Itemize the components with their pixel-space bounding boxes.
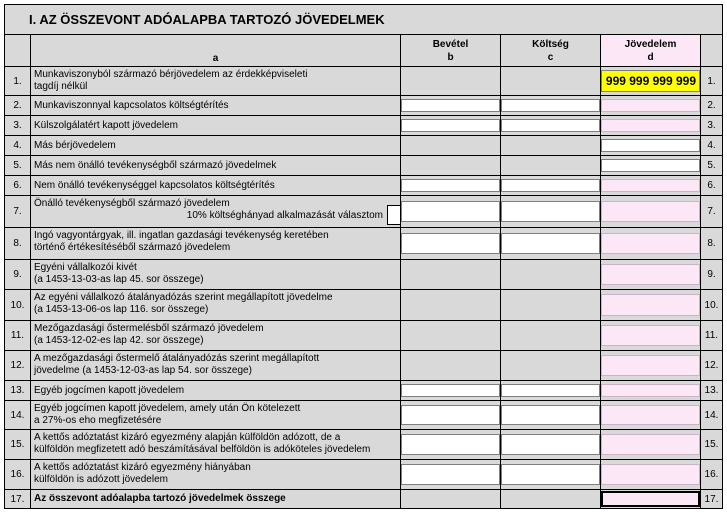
- row-number: 10.: [5, 290, 31, 320]
- row-c-cell: [501, 228, 601, 259]
- row-b-cell: [401, 290, 501, 320]
- row-number-right: 9.: [707, 269, 716, 280]
- table-row: [5, 401, 722, 430]
- row-label-line1: Egyéni vállalkozói kivét: [34, 262, 137, 273]
- income-d-input[interactable]: [601, 139, 700, 152]
- row-number: 6.: [5, 176, 31, 195]
- row-label: Munkaviszonnyal kapcsolatos költségtérítés: [31, 96, 401, 115]
- header-c: [501, 35, 601, 66]
- row-label-line2: külföldön is adózott jövedelem: [34, 474, 168, 485]
- row-label: [31, 460, 401, 489]
- income-d-input[interactable]: [601, 294, 700, 316]
- row-number-right: 17.: [704, 493, 719, 505]
- row-label: [31, 401, 401, 429]
- header-d: [601, 35, 701, 66]
- header-b: [401, 35, 501, 66]
- row-d-cell: [601, 381, 701, 400]
- row-c-cell: [501, 196, 601, 227]
- row-label-line1: Munkaviszonyból származó bérjövedelem az érdekképviseleti: [34, 69, 308, 80]
- revenue-b-input[interactable]: [401, 434, 500, 455]
- row-c-cell: [501, 176, 601, 195]
- row-number-right: 15.: [704, 439, 719, 450]
- row-d-cell: [601, 430, 701, 459]
- table-row: [5, 67, 722, 96]
- header-a: [31, 35, 401, 66]
- table-row: [5, 351, 722, 381]
- row-number-right: 10.: [704, 299, 719, 311]
- column-header-row: [5, 35, 722, 67]
- cost-c-input[interactable]: [501, 99, 600, 112]
- header-d-letter: d: [647, 51, 654, 63]
- row-number-right: 2.: [707, 100, 716, 111]
- row-label: [31, 290, 401, 320]
- row-label-line1: Ingó vagyontárgyak, ill. ingatlan gazdasági tevékenység keretében: [34, 230, 329, 241]
- row-label-line2: jövedelme (a 1453-12-03-as lap 54. sor összege): [34, 365, 252, 376]
- row-c-cell: [501, 401, 601, 429]
- income-d-input[interactable]: [601, 201, 700, 222]
- row-d-cell: [601, 260, 701, 289]
- row-b-cell: [401, 96, 501, 115]
- row-label: Nem önálló tevékenységgel kapcsolatos költségtérítés: [31, 176, 401, 195]
- row-c-cell: [501, 290, 601, 320]
- row-b-cell: [401, 136, 501, 155]
- row-label-line1: Egyéb jogcímen kapott jövedelem, amely után Ön kötelezett: [34, 403, 301, 414]
- table-row: [5, 156, 722, 176]
- income-d-input[interactable]: [601, 325, 700, 346]
- row-c-cell: [501, 321, 601, 350]
- income-d-input[interactable]: [601, 434, 700, 455]
- row-label: Egyéb jogcímen kapott jövedelem: [31, 381, 401, 400]
- row-label-line1: Önálló tevékenységből származó jövedelem: [34, 198, 230, 209]
- revenue-b-input[interactable]: [401, 179, 500, 192]
- table-row: [5, 430, 722, 460]
- row-d-cell: [601, 176, 701, 195]
- row-c-cell: [501, 381, 601, 400]
- row-label-line2: a 27%-os eho megfizetésére: [34, 415, 162, 426]
- row-d-cell: [601, 228, 701, 259]
- section-title-bar: [5, 5, 722, 35]
- row-b-cell: [401, 228, 501, 259]
- row-label: Más bérjövedelem: [31, 136, 401, 155]
- row-label: [31, 260, 401, 289]
- income-d-input[interactable]: [601, 99, 700, 112]
- row-label-line1: A kettős adóztatást kizáró egyezmény alapján külföldön adózott, de a: [34, 432, 341, 443]
- row-d-cell: [601, 460, 701, 489]
- cost-ratio-checkbox[interactable]: [387, 205, 401, 225]
- income-d-input[interactable]: [601, 384, 700, 397]
- row-b-cell: [401, 490, 501, 508]
- row-b-cell: [401, 196, 501, 227]
- table-row: [5, 260, 722, 290]
- cost-c-input[interactable]: [501, 179, 600, 192]
- row-number: 7.: [5, 196, 31, 227]
- row-d-cell: [601, 96, 701, 115]
- row-number: 2.: [5, 96, 31, 115]
- row-number-right: 13.: [704, 385, 719, 396]
- income-d-input[interactable]: [601, 464, 700, 485]
- row-number-right: 7.: [707, 206, 716, 217]
- income-d-input[interactable]: [601, 119, 700, 132]
- row-label-line1: Mezőgazdasági őstermelésből származó jövedelem: [34, 323, 264, 334]
- row-label-line2: (a 1453-13-06-os lap 116. sor összege): [34, 304, 209, 315]
- row-number: 12.: [5, 351, 31, 380]
- row-number: 16.: [5, 460, 31, 489]
- row-label-line2: (a 1453-12-02-es lap 42. sor összege): [34, 335, 204, 346]
- table-row: [5, 290, 722, 321]
- row-number: 8.: [5, 228, 31, 259]
- row-c-cell: [501, 430, 601, 459]
- row-number: 1.: [5, 67, 31, 95]
- row-number-right: 8.: [707, 238, 716, 249]
- row-d-cell: [601, 321, 701, 350]
- row-label: [31, 351, 401, 380]
- revenue-b-input[interactable]: [401, 384, 500, 397]
- cost-c-input[interactable]: [501, 233, 600, 254]
- row-number: 5.: [5, 156, 31, 175]
- row-label-line2: tagdíj nélkül: [34, 81, 88, 92]
- row-label-line1: A kettős adóztatást kizáró egyezmény hiányában: [34, 462, 251, 473]
- row-d-cell: [601, 401, 701, 429]
- row-b-cell: [401, 116, 501, 135]
- row-b-cell: [401, 176, 501, 195]
- row-label: [31, 67, 401, 95]
- row-d-cell: [601, 351, 701, 380]
- row-number-right: 6.: [707, 180, 716, 191]
- row-number: 3.: [5, 116, 31, 135]
- row-c-cell: [501, 116, 601, 135]
- row-b-cell: [401, 321, 501, 350]
- row-d-cell: [601, 490, 701, 508]
- income-d-input[interactable]: [601, 233, 700, 254]
- cost-c-input[interactable]: [501, 119, 600, 132]
- income-d-input[interactable]: [601, 179, 700, 192]
- header-c-letter: c: [547, 51, 554, 63]
- row-b-cell: [401, 401, 501, 429]
- row-number-right: 4.: [707, 140, 716, 151]
- row-number-right: 3.: [707, 120, 716, 131]
- income-d-value: 999 999 999 999: [605, 74, 696, 88]
- table-row: [5, 136, 722, 156]
- row-number: 15.: [5, 430, 31, 459]
- row-c-cell: [501, 351, 601, 380]
- total-income-input[interactable]: [601, 491, 700, 507]
- header-numr-cell: [701, 35, 722, 66]
- row-label: Külszolgálatért kapott jövedelem: [31, 116, 401, 135]
- row-label: [31, 430, 401, 459]
- row-label: Más nem önálló tevékenységből származó jövedelmek: [31, 156, 401, 175]
- row-c-cell: [501, 136, 601, 155]
- header-d-title: Jövedelem: [624, 38, 677, 50]
- row-label-line1: Az egyéni vállalkozó átalányadózás szerint megállapított jövedelme: [34, 292, 333, 303]
- row-b-cell: [401, 67, 501, 95]
- table-row: [5, 381, 722, 401]
- table-row: [5, 228, 722, 260]
- table-row-total: [5, 490, 722, 508]
- row-label: [31, 228, 401, 259]
- cost-c-input[interactable]: [501, 464, 600, 485]
- revenue-b-input[interactable]: [401, 464, 500, 485]
- table-row: [5, 321, 722, 351]
- row-number-right: 16.: [704, 469, 719, 480]
- cost-c-input[interactable]: [501, 201, 600, 222]
- row-d-cell: [601, 156, 701, 175]
- header-b-title: Bevétel: [432, 38, 469, 50]
- header-b-letter: b: [447, 51, 454, 63]
- revenue-b-input[interactable]: [401, 99, 500, 112]
- row-d-cell: [601, 67, 701, 95]
- row-number: 17.: [5, 490, 31, 508]
- revenue-b-input[interactable]: [401, 119, 500, 132]
- row-d-cell: [601, 290, 701, 320]
- row-c-cell: [501, 260, 601, 289]
- income-form: [4, 4, 723, 509]
- cost-c-input[interactable]: [501, 434, 600, 455]
- row-label-line2: történő értékesítéséből származó jövedelem: [34, 242, 231, 253]
- cost-c-input[interactable]: [501, 405, 600, 425]
- row-d-cell: [601, 196, 701, 227]
- row-b-cell: [401, 351, 501, 380]
- revenue-b-input[interactable]: [401, 405, 500, 425]
- row-label-line2: 10% költséghányad alkalmazását választom: [186, 210, 383, 221]
- row-label: Az összevont adóalapba tartozó jövedelmek összege: [31, 490, 401, 508]
- row-label-line2: külföldön megfizetett adó beszámításával belföldön is adóköteles jövedelem: [34, 444, 371, 455]
- section-title: I. AZ ÖSSZEVONT ADÓALAPBA TARTOZÓ JÖVEDELMEK: [29, 12, 385, 27]
- row-c-cell: [501, 460, 601, 489]
- table-row: [5, 176, 722, 196]
- row-number-right: 5.: [707, 160, 716, 171]
- row-number: 4.: [5, 136, 31, 155]
- row-b-cell: [401, 156, 501, 175]
- income-d-input[interactable]: [601, 159, 700, 172]
- table-row: [5, 460, 722, 490]
- header-a-letter: a: [212, 53, 219, 64]
- row-b-cell: [401, 260, 501, 289]
- revenue-b-input[interactable]: [401, 233, 500, 254]
- row-c-cell: [501, 490, 601, 508]
- header-num-cell: [5, 35, 31, 66]
- table-row: [5, 196, 722, 228]
- row-b-cell: [401, 460, 501, 489]
- header-c-title: Költség: [532, 38, 569, 50]
- row-number-right: 11.: [704, 330, 719, 341]
- row-label: [31, 196, 401, 227]
- row-c-cell: [501, 67, 601, 95]
- income-d-input[interactable]: [601, 264, 700, 285]
- row-number: 9.: [5, 260, 31, 289]
- row-b-cell: [401, 381, 501, 400]
- row-c-cell: [501, 156, 601, 175]
- table-row: [5, 96, 722, 116]
- row-label-line2: (a 1453-13-03-as lap 45. sor összege): [34, 274, 204, 285]
- row-b-cell: [401, 430, 501, 459]
- row-label: [31, 321, 401, 350]
- income-d-input[interactable]: [601, 355, 700, 376]
- row-number-right: 1.: [707, 75, 716, 87]
- row-number-right: 12.: [704, 360, 719, 371]
- cost-c-input[interactable]: [501, 384, 600, 397]
- row-number: 13.: [5, 381, 31, 400]
- row-d-cell: [601, 116, 701, 135]
- revenue-b-input[interactable]: [401, 201, 500, 222]
- row-c-cell: [501, 96, 601, 115]
- table-row: [5, 116, 722, 136]
- row-d-cell: [601, 136, 701, 155]
- row-number: 14.: [5, 401, 31, 429]
- income-d-input[interactable]: [601, 70, 700, 92]
- income-d-input[interactable]: [601, 405, 700, 425]
- row-label-line1: A mezőgazdasági őstermelő átalányadózás szerint megállapított: [34, 353, 320, 364]
- row-number: 11.: [5, 321, 31, 350]
- row-number-right: 14.: [704, 409, 719, 421]
